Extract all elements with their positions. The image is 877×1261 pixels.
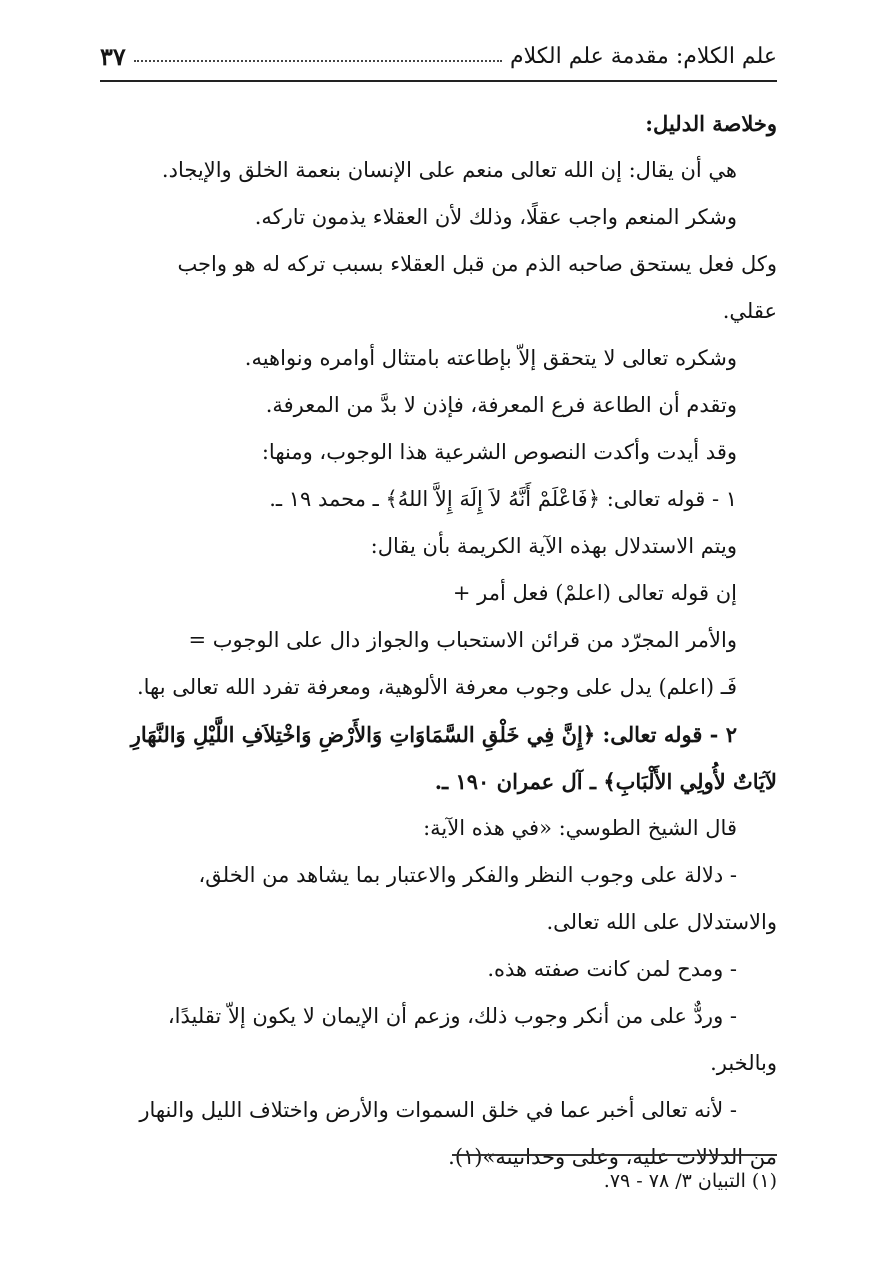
text-line: وقد أيدت وأكدت النصوص الشرعية هذا الوجوب، ومنها: bbox=[261, 440, 737, 464]
footnote: (١) التبيان ٣/ ٧٨ - ٧٩. bbox=[603, 1170, 777, 1192]
text-line: عقلي. bbox=[722, 299, 777, 323]
text-line: ٢ - قوله تعالى: ﴿إِنَّ فِي خَلْقِ السَّمَاوَاتِ وَالأَرْضِ وَاخْتِلاَفِ اللَّيْلِ وَالنَّهَارِ bbox=[130, 722, 737, 747]
text-line: والاستدلال على الله تعالى. bbox=[546, 910, 777, 934]
text-line: - ومدح لمن كانت صفته هذه. bbox=[487, 957, 737, 981]
text-line: ١ - قوله تعالى: ﴿فَاعْلَمْ أَنَّهُ لاَ إِلَهَ إِلاَّ اللهُ﴾ ـ محمد ١٩ ـ. bbox=[269, 487, 737, 511]
text-line: - وردٌّ على من أنكر وجوب ذلك، وزعم أن الإيمان لا يكون إلاّ تقليدًا، bbox=[167, 1004, 737, 1028]
text-line: فَـ (اعلم) يدل على وجوب معرفة الألوهية، ومعرفة تفرد الله تعالى بها. bbox=[136, 675, 737, 699]
text-line: ويتم الاستدلال بهذه الآية الكريمة بأن يقال: bbox=[370, 534, 737, 558]
text-line: وتقدم أن الطاعة فرع المعرفة، فإذن لا بدَّ من المعرفة. bbox=[265, 393, 737, 417]
text-line: - لأنه تعالى أخبر عما في خلق السموات والأرض واختلاف الليل والنهار bbox=[139, 1098, 737, 1122]
page-body bbox=[100, 100, 777, 1181]
text-line: وخلاصة الدليل: bbox=[645, 111, 777, 136]
footnote-rule bbox=[452, 1154, 777, 1156]
text-line: وبالخبر. bbox=[710, 1051, 777, 1075]
text-line: قال الشيخ الطوسي: «في هذه الآية: bbox=[423, 816, 737, 840]
text-line: وشكره تعالى لا يتحقق إلاّ بإطاعته بامتثال أوامره ونواهيه. bbox=[244, 346, 737, 370]
text-line: إن قوله تعالى (اعلمْ) فعل أمر + bbox=[452, 581, 737, 605]
text-line: وشكر المنعم واجب عقلًا، وذلك لأن العقلاء يذمون تاركه. bbox=[254, 205, 737, 229]
text-line: - دلالة على وجوب النظر والفكر والاعتبار بما يشاهد من الخلق، bbox=[198, 863, 737, 887]
text-line: وكل فعل يستحق صاحبه الذم من قبل العقلاء بسبب تركه له هو واجب bbox=[177, 252, 777, 276]
text-line: والأمر المجرّد من قرائن الاستحباب والجواز دال على الوجوب = bbox=[188, 628, 737, 652]
text-line: لآيَاتٌ لأُولِي الأَلْبَابِ﴾ ـ آل عمران ١٩٠ ـ. bbox=[434, 769, 777, 794]
header-dot-leader bbox=[134, 60, 502, 62]
running-header bbox=[100, 32, 777, 82]
text-line: من الدلالات عليه، وعلى وحدانيته»(١). bbox=[448, 1145, 777, 1169]
text-line: هي أن يقال: إن الله تعالى منعم على الإنسان بنعمة الخلق والإيجاد. bbox=[161, 158, 737, 182]
header-title: علم الكلام: مقدمة علم الكلام bbox=[510, 43, 777, 69]
page-number: ٣٧ bbox=[100, 41, 126, 71]
